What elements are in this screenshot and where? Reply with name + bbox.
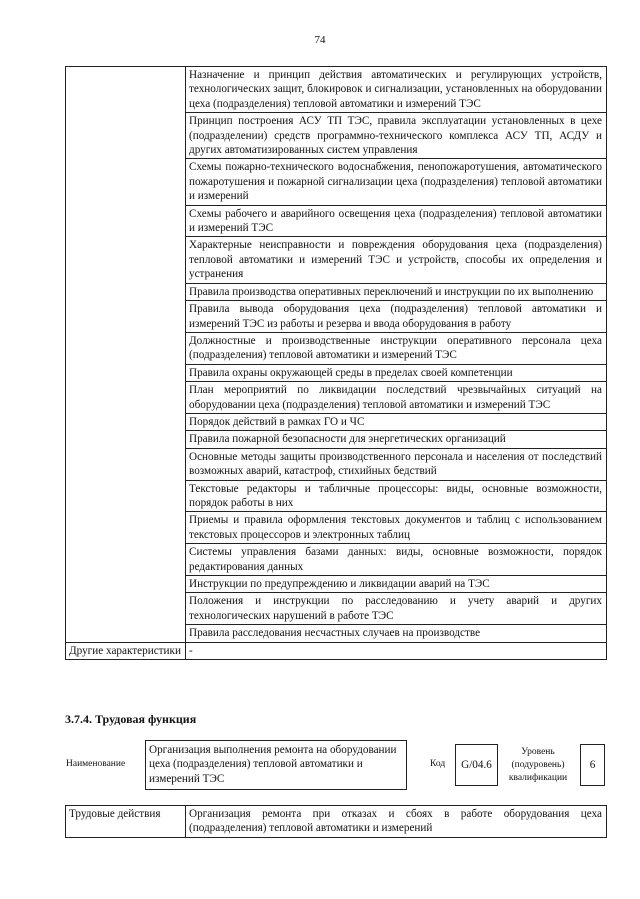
knowledge-item: Схемы рабочего и аварийного освещения цеха (подразделения) тепловой автоматики и измерений ТЭС	[186, 205, 607, 237]
labor-actions-value: Организация ремонта при отказах и сбоях в работе оборудования цеха (подразделения) тепловой автоматики и измерений	[186, 806, 607, 838]
knowledge-item: Назначение и принцип действия автоматических и регулирующих устройств, технологических защит, блокировок и сигнализации, установленных на оборудовании цеха (подразделения) тепловой автоматики и измерений ТЭС	[186, 67, 607, 113]
level-label: Уровень (подуровень) квалификации	[508, 747, 568, 783]
other-characteristics-label: Другие характеристики	[66, 642, 186, 659]
level-value-box: 6	[580, 744, 605, 786]
function-name-box: Организация выполнения ремонта на оборудовании цеха (подразделения) тепловой автоматики и измерений ТЭС	[145, 740, 407, 790]
knowledge-item: План мероприятий по ликвидации последствий чрезвычайных ситуаций на оборудовании цеха (подразделения) тепловой автоматики и измерений ТЭС	[186, 382, 607, 414]
knowledge-item: Правила пожарной безопасности для энергетических организаций	[186, 431, 607, 448]
table-row	[66, 806, 607, 838]
knowledge-item: Схемы пожарно-технического водоснабжения, пенопожаротушения, автоматического пожаротушения и пожарной сигнализации цеха (подразделения) тепловой автоматики и измерений	[186, 159, 607, 205]
function-code-box: G/04.6	[455, 744, 498, 786]
knowledge-item: Основные методы защиты производственного персонала и населения от последствий возможных аварий, катастроф, стихийных бедствий	[186, 448, 607, 480]
knowledge-item: Инструкции по предупреждению и ликвидации аварий на ТЭС	[186, 576, 607, 593]
knowledge-item: Положения и инструкции по расследованию и учету аварий и других технологических нарушений в работе ТЭС	[186, 593, 607, 625]
knowledge-item: Правила расследования несчастных случаев на производстве	[186, 625, 607, 642]
knowledge-item: Характерные неисправности и повреждения оборудования цеха (подразделения) тепловой автоматики и измерений ТЭС и устройств, способы их определения и устранения	[186, 237, 607, 283]
other-characteristics-value: -	[186, 642, 607, 659]
table-row	[66, 642, 607, 659]
knowledge-item: Приемы и правила оформления текстовых документов и таблиц с использованием текстовых процессоров и электронных таблиц	[186, 512, 607, 544]
knowledge-item: Текстовые редакторы и табличные процессоры: виды, основные возможности, порядок работы в них	[186, 480, 607, 512]
knowledge-item: Порядок действий в рамках ГО и ЧС	[186, 413, 607, 430]
section-title: 3.7.4. Трудовая функция	[65, 712, 197, 726]
knowledge-item: Должностные и производственные инструкции оперативного персонала цеха (подразделения) тепловой автоматики и измерений ТЭС	[186, 332, 607, 364]
table-row	[66, 67, 607, 113]
knowledge-item: Принцип построения АСУ ТП ТЭС, правила эксплуатации установленных в цехе (подразделении) средств программно-технического комплекса АСУ ТП, АСДУ и других автоматизированных систем управления	[186, 113, 607, 159]
knowledge-item: Правила производства оперативных переключений и инструкции по их выполнению	[186, 283, 607, 300]
page-number: 74	[314, 34, 326, 46]
name-label: Наименование	[66, 759, 126, 769]
knowledge-label-cell	[66, 67, 186, 643]
knowledge-table	[65, 66, 607, 660]
knowledge-item: Правила вывода оборудования цеха (подразделения) тепловой автоматики и измерений ТЭС из работы и резерва и ввода оборудования в работу	[186, 301, 607, 333]
labor-actions-label: Трудовые действия	[66, 806, 186, 838]
knowledge-item: Правила охраны окружающей среды в пределах своей компетенции	[186, 364, 607, 381]
labor-actions-table	[65, 805, 607, 838]
knowledge-item: Системы управления базами данных: виды, основные возможности, порядок редактирования данных	[186, 544, 607, 576]
code-label: Код	[430, 759, 446, 769]
